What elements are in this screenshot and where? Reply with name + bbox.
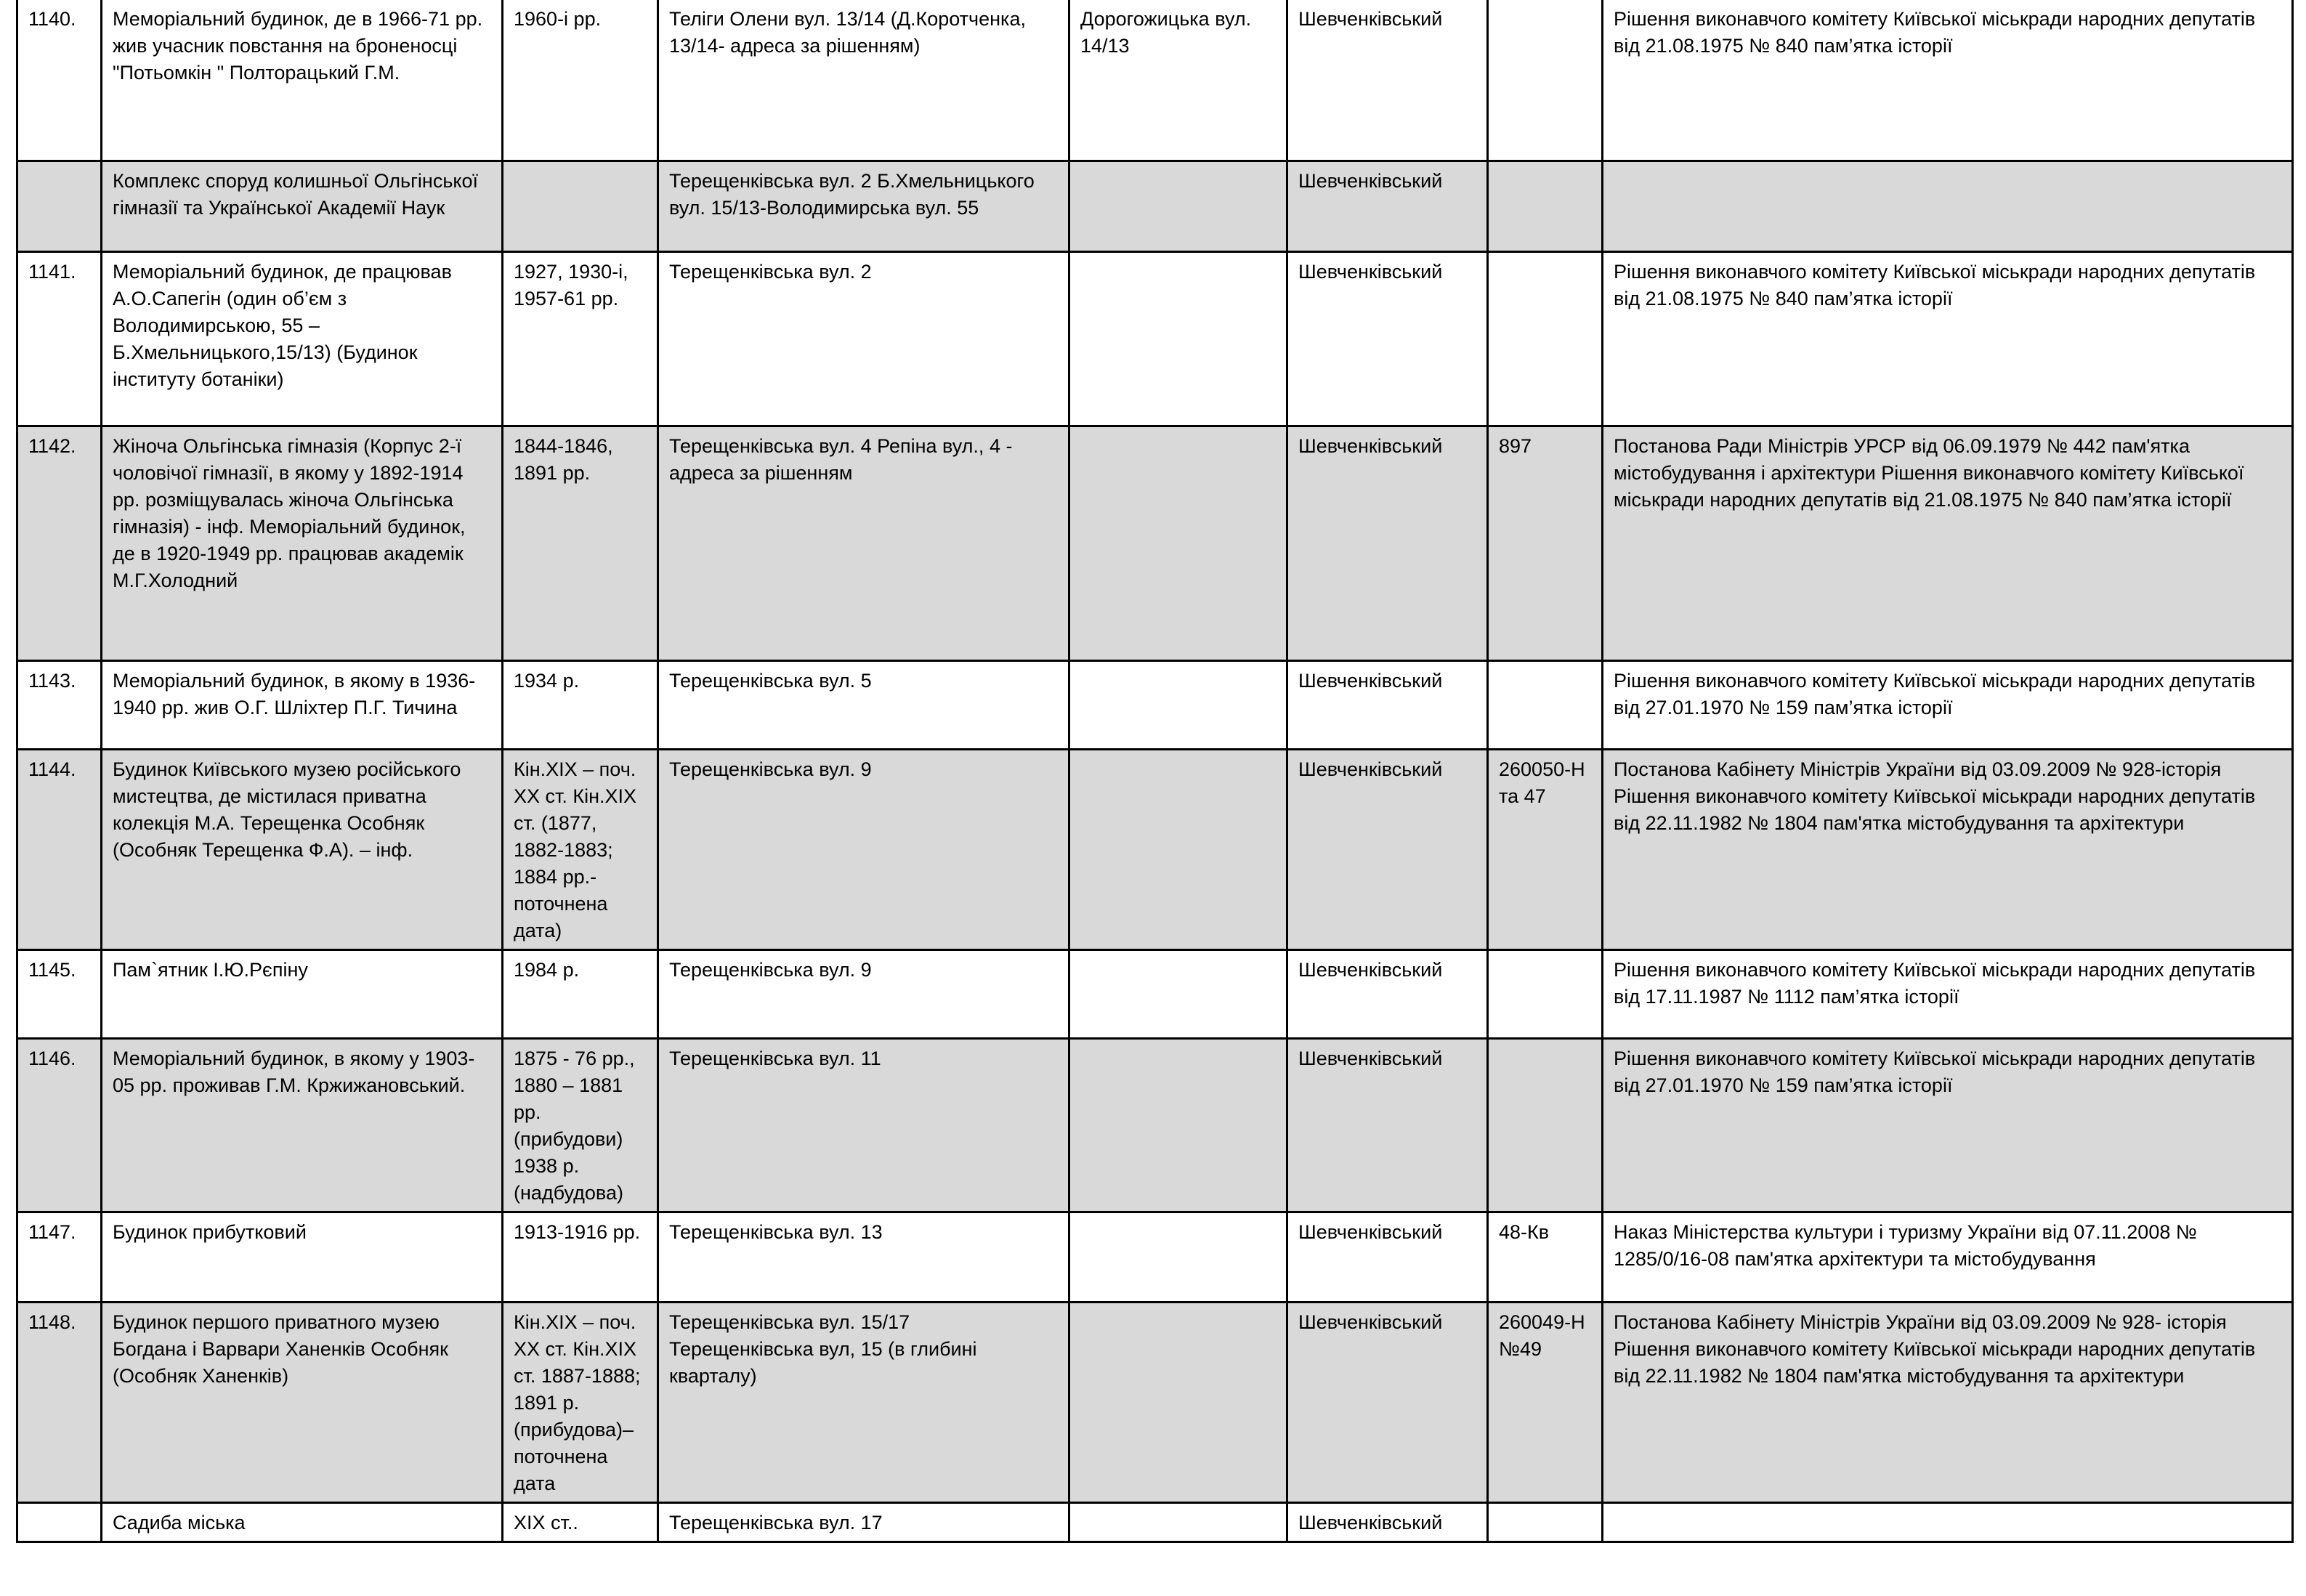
table-row — [17, 1038, 2293, 1212]
address-cell: Терещенківська вул. 13 — [658, 1212, 1069, 1302]
registry-number-cell: 48-Кв — [1488, 1212, 1603, 1302]
alt-address-cell — [1069, 749, 1287, 949]
date-cell: 1844-1846, 1891 рр. — [503, 426, 658, 660]
address-cell: Терещенківська вул. 9 — [658, 749, 1069, 949]
alt-address-cell — [1069, 161, 1287, 251]
decision-cell: Постанова Кабінету Міністрів України від 03.09.2009 № 928-історія Рішення виконавчого комітету Київської міськради народних депутатів від 22.11.1982 № 1804 пам'ятка містобудування та архітектури — [1603, 749, 2293, 949]
decision-cell: Постанова Кабінету Міністрів України від 03.09.2009 № 928- історія Рішення виконавчого комітету Київської міськради народних депутатів від 22.11.1982 № 1804 пам'ятка містобудування та архітектури — [1603, 1302, 2293, 1502]
row-number: 1147. — [17, 1212, 102, 1302]
district-cell: Шевченківський — [1287, 1302, 1488, 1502]
address-cell: Терещенківська вул. 9 — [658, 949, 1069, 1038]
address-cell: Терещенківська вул. 15/17 Терещенківська вул, 15 (в глибині кварталу) — [658, 1302, 1069, 1502]
alt-address-cell — [1069, 426, 1287, 660]
object-name: Меморіальний будинок, в якому у 1903-05 рр. проживав Г.М. Кржижановський. — [102, 1038, 503, 1212]
district-cell: Шевченківський — [1287, 426, 1488, 660]
object-name: Меморіальний будинок, в якому в 1936-1940 рр. жив О.Г. Шліхтер П.Г. Тичина — [102, 660, 503, 749]
district-cell: Шевченківський — [1287, 1502, 1488, 1542]
table-row — [17, 0, 2293, 161]
date-cell: 1875 - 76 рр., 1880 – 1881 рр. (прибудови) 1938 р. (надбудова) — [503, 1038, 658, 1212]
alt-address-cell — [1069, 1302, 1287, 1502]
row-number: 1144. — [17, 749, 102, 949]
table-row — [17, 161, 2293, 251]
table-row — [17, 1502, 2293, 1542]
alt-address-cell: Дорогожицька вул. 14/13 — [1069, 0, 1287, 161]
decision-cell: Рішення виконавчого комітету Київської міськради народних депутатів від 27.01.1970 № 159 пам’ятка історії — [1603, 660, 2293, 749]
alt-address-cell — [1069, 251, 1287, 426]
row-number — [17, 1502, 102, 1542]
decision-cell: Рішення виконавчого комітету Київської міськради народних депутатів від 21.08.1975 № 840 пам’ятка історії — [1603, 0, 2293, 161]
date-cell: Кін.ХІХ – поч. ХХ ст. Кін.ХІХ ст. (1877, 1882-1883; 1884 рр.- поточнена дата) — [503, 749, 658, 949]
alt-address-cell — [1069, 1212, 1287, 1302]
address-cell: Терещенківська вул. 5 — [658, 660, 1069, 749]
object-name: Жіноча Ольгінська гімназія (Корпус 2-ї чоловічої гімназії, в якому у 1892-1914 рр. розміщувалась жіноча Ольгінська гімназія) - інф. Меморіальний будинок, де в 1920-1949 рр. працював академік М.Г.Холодний — [102, 426, 503, 660]
registry-number-cell: 260050-Н та 47 — [1488, 749, 1603, 949]
date-cell: Кін.ХІХ – поч. ХХ ст. Кін.ХІХ ст. 1887-1888; 1891 р. (прибудова)– поточнена дата — [503, 1302, 658, 1502]
object-name: Меморіальний будинок, де в 1966-71 рр. жив учасник повстання на броненосці "Потьомкін " Полторацький Г.М. — [102, 0, 503, 161]
district-cell: Шевченківський — [1287, 251, 1488, 426]
address-cell: Теліги Олени вул. 13/14 (Д.Коротченка, 13/14- адреса за рішенням) — [658, 0, 1069, 161]
district-cell: Шевченківський — [1287, 949, 1488, 1038]
object-name: Будинок першого приватного музею Богдана і Варвари Ханенків Особняк (Особняк Ханенків) — [102, 1302, 503, 1502]
table-row — [17, 251, 2293, 426]
date-cell: 1913-1916 рр. — [503, 1212, 658, 1302]
row-number: 1141. — [17, 251, 102, 426]
decision-cell: Рішення виконавчого комітету Київської міськради народних депутатів від 17.11.1987 № 1112 пам’ятка історії — [1603, 949, 2293, 1038]
table-row — [17, 949, 2293, 1038]
table-row — [17, 749, 2293, 949]
date-cell: 1934 р. — [503, 660, 658, 749]
registry-number-cell: 260049-Н №49 — [1488, 1302, 1603, 1502]
registry-number-cell: 897 — [1488, 426, 1603, 660]
registry-number-cell — [1488, 1038, 1603, 1212]
alt-address-cell — [1069, 949, 1287, 1038]
decision-cell: Постанова Ради Міністрів УРСР від 06.09.1979 № 442 пам'ятка містобудування і архітектури Рішення виконавчого комітету Київської міськради народних депутатів від 21.08.1975 № 840 пам’ятка історії — [1603, 426, 2293, 660]
address-cell: Терещенківська вул. 4 Репіна вул., 4 - адреса за рішенням — [658, 426, 1069, 660]
table-row — [17, 660, 2293, 749]
decision-cell: Рішення виконавчого комітету Київської міськради народних депутатів від 27.01.1970 № 159 пам’ятка історії — [1603, 1038, 2293, 1212]
registry-number-cell — [1488, 251, 1603, 426]
address-cell: Терещенківська вул. 11 — [658, 1038, 1069, 1212]
object-name: Меморіальний будинок, де працював А.О.Сапегін (один об’єм з Володимирською, 55 – Б.Хмельницького,15/13) (Будинок інституту ботаніки) — [102, 251, 503, 426]
address-cell: Терещенківська вул. 17 — [658, 1502, 1069, 1542]
district-cell: Шевченківський — [1287, 1212, 1488, 1302]
row-number: 1148. — [17, 1302, 102, 1502]
district-cell: Шевченківський — [1287, 0, 1488, 161]
registry-number-cell — [1488, 949, 1603, 1038]
date-cell: 1927, 1930-і, 1957-61 рр. — [503, 251, 658, 426]
alt-address-cell — [1069, 1038, 1287, 1212]
date-cell: 1960-і рр. — [503, 0, 658, 161]
object-name: Будинок Київського музею російського мистецтва, де містилася приватна колекція М.А. Терещенка Особняк (Особняк Терещенка Ф.А). – інф. — [102, 749, 503, 949]
alt-address-cell — [1069, 1502, 1287, 1542]
registry-number-cell — [1488, 660, 1603, 749]
object-name: Садиба міська — [102, 1502, 503, 1542]
date-cell: 1984 р. — [503, 949, 658, 1038]
decision-cell — [1603, 1502, 2293, 1542]
object-name: Будинок прибутковий — [102, 1212, 503, 1302]
address-cell: Терещенківська вул. 2 Б.Хмельницького вул. 15/13-Володимирська вул. 55 — [658, 161, 1069, 251]
district-cell: Шевченківський — [1287, 660, 1488, 749]
date-cell: ХІХ ст.. — [503, 1502, 658, 1542]
row-number: 1143. — [17, 660, 102, 749]
decision-cell: Наказ Міністерства культури і туризму України від 07.11.2008 № 1285/0/16-08 пам'ятка архітектури та містобудування — [1603, 1212, 2293, 1302]
decision-cell — [1603, 161, 2293, 251]
object-name: Комплекс споруд колишньої Ольгінської гімназії та Української Академії Наук — [102, 161, 503, 251]
address-cell: Терещенківська вул. 2 — [658, 251, 1069, 426]
district-cell: Шевченківський — [1287, 1038, 1488, 1212]
table-row — [17, 1212, 2293, 1302]
registry-number-cell — [1488, 1502, 1603, 1542]
row-number — [17, 161, 102, 251]
row-number: 1140. — [17, 0, 102, 161]
table-body — [17, 0, 2293, 1542]
district-cell: Шевченківський — [1287, 161, 1488, 251]
date-cell — [503, 161, 658, 251]
row-number: 1145. — [17, 949, 102, 1038]
district-cell: Шевченківський — [1287, 749, 1488, 949]
alt-address-cell — [1069, 660, 1287, 749]
table-row — [17, 1302, 2293, 1502]
table-row — [17, 426, 2293, 660]
row-number: 1142. — [17, 426, 102, 660]
registry-number-cell — [1488, 0, 1603, 161]
decision-cell: Рішення виконавчого комітету Київської міськради народних депутатів від 21.08.1975 № 840 пам’ятка історії — [1603, 251, 2293, 426]
row-number: 1146. — [17, 1038, 102, 1212]
object-name: Пам`ятник І.Ю.Рєпіну — [102, 949, 503, 1038]
monuments-table — [16, 0, 2294, 1543]
registry-number-cell — [1488, 161, 1603, 251]
